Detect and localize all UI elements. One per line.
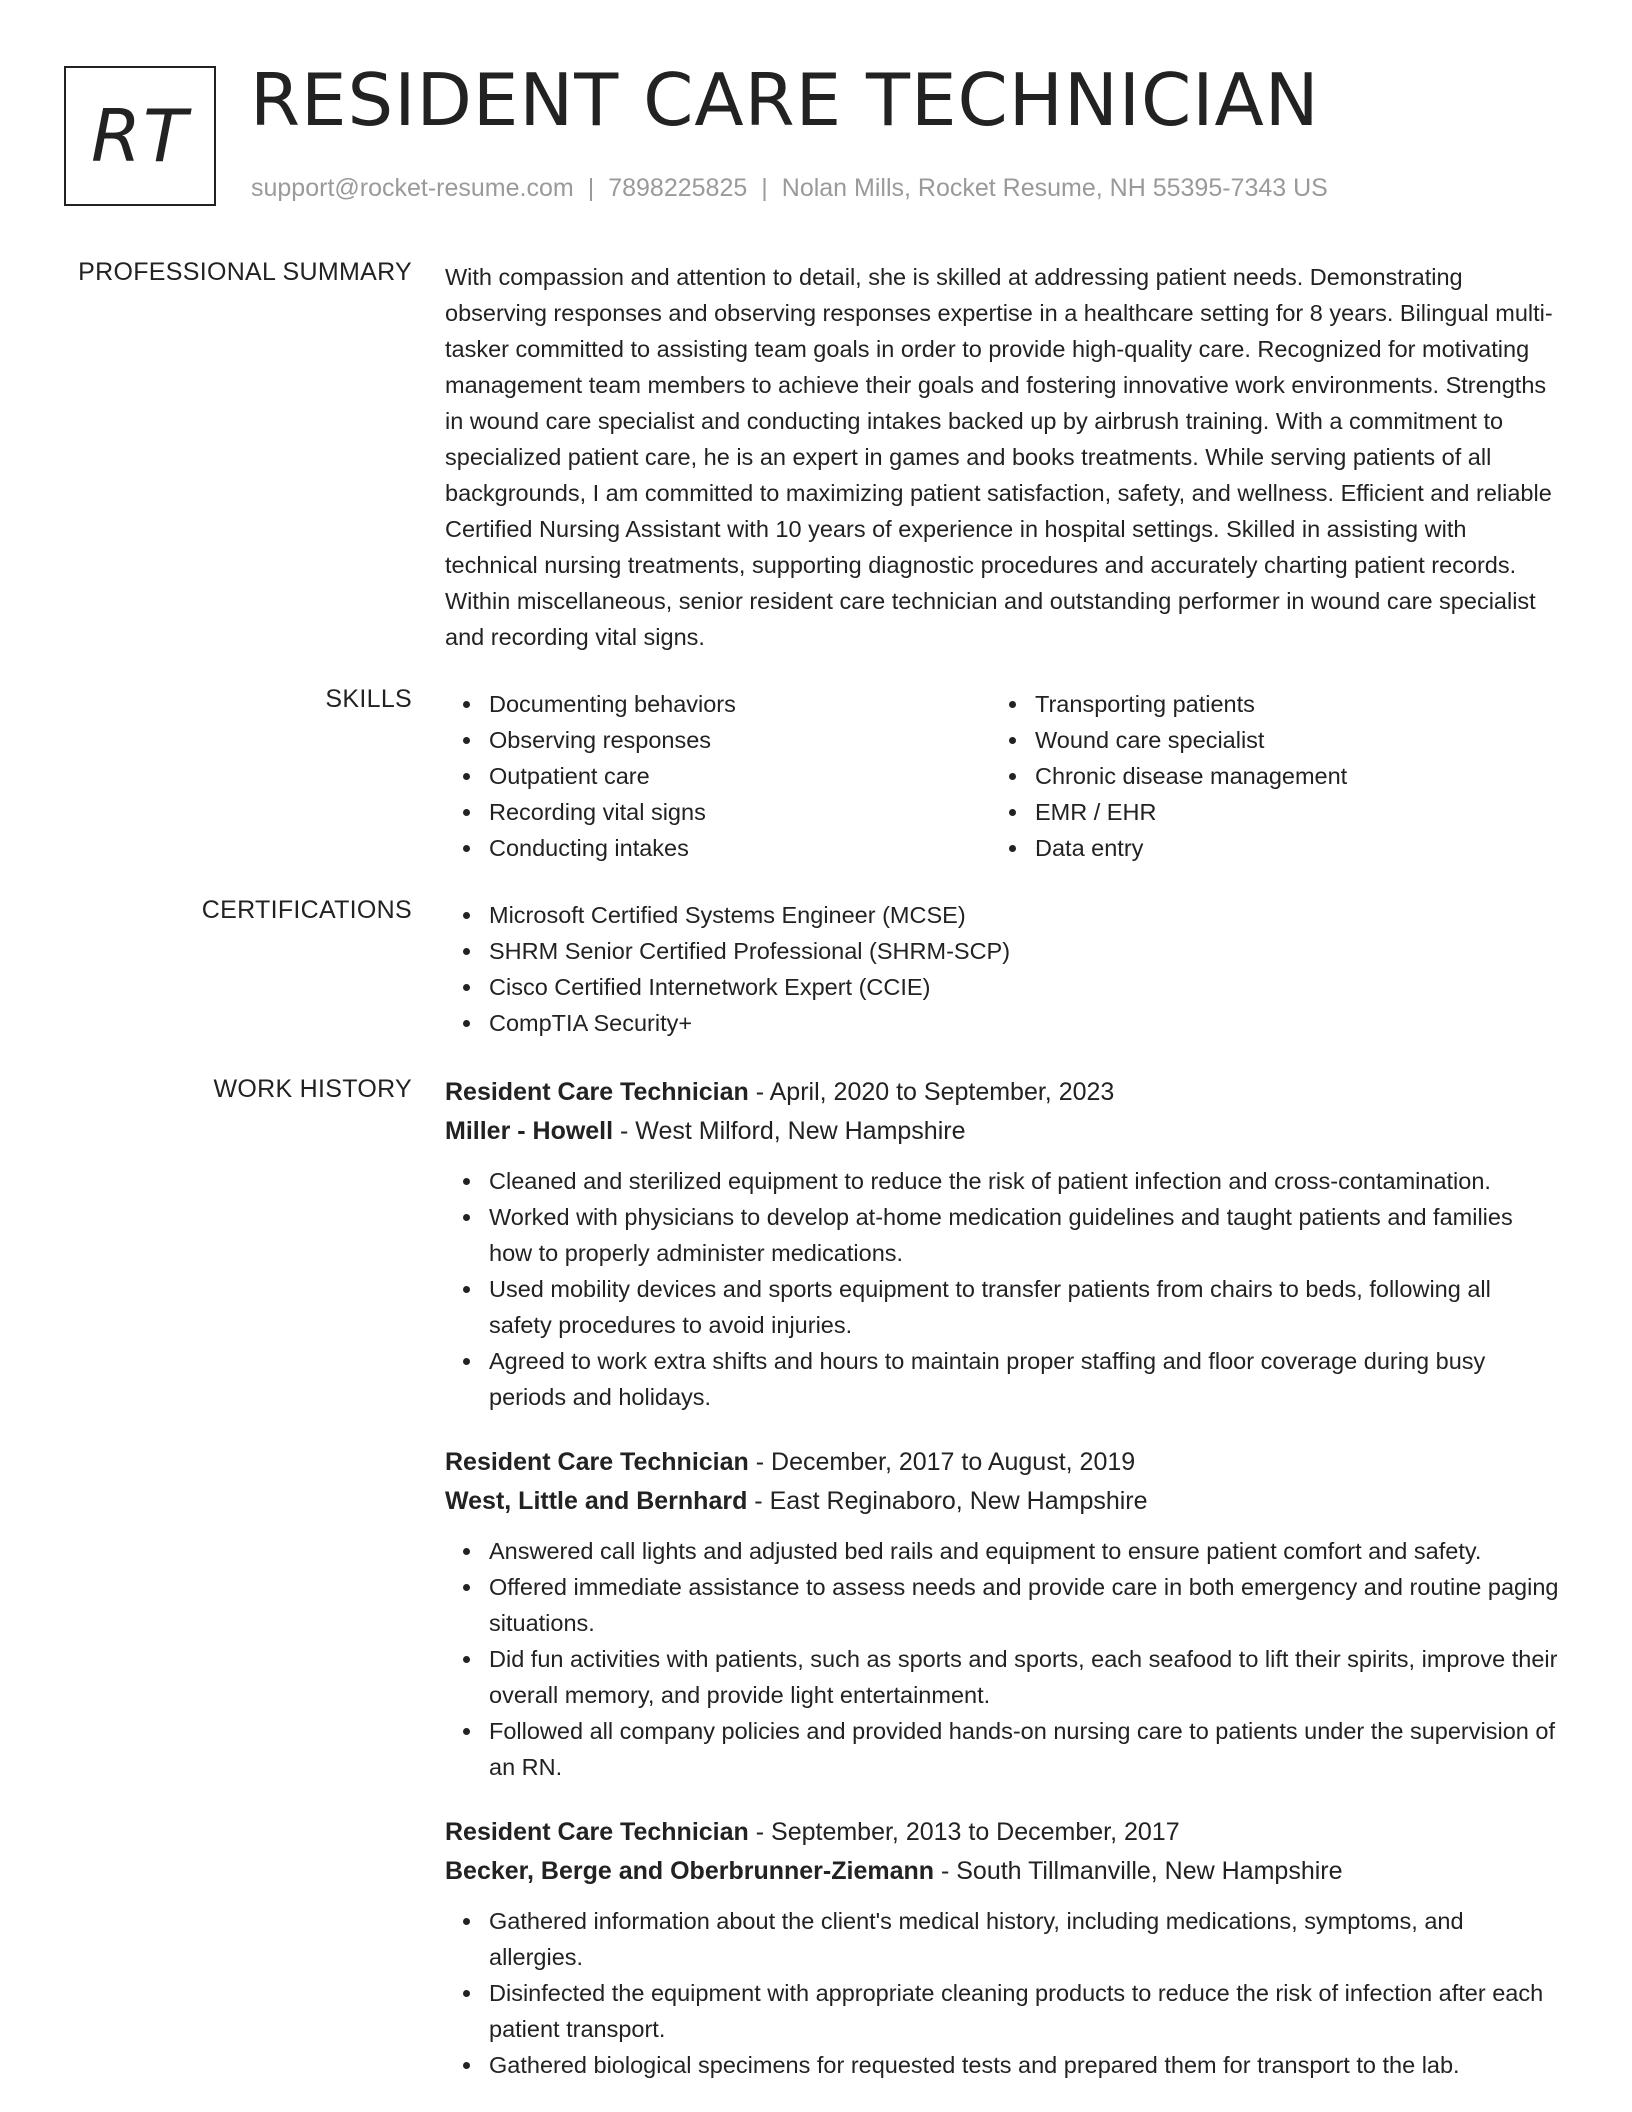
job-duty: Disinfected the equipment with appropriate cleaning products to reduce the risk of infection after each patient transport. — [445, 1975, 1560, 2047]
summary-heading: PROFESSIONAL SUMMARY — [78, 258, 412, 286]
job-company-line — [445, 1482, 1560, 1521]
job-dates: - September, 2013 to December, 2017 — [748, 1818, 1180, 1846]
job-duty: Answered call lights and adjusted bed rails and equipment to ensure patient comfort and safety. — [445, 1533, 1560, 1569]
job-duty: Offered immediate assistance to assess needs and provide care in both emergency and routine paging situations. — [445, 1569, 1560, 1641]
certification-item: CompTIA Security+ — [445, 1005, 1560, 1041]
skill-item: Observing responses — [445, 722, 991, 758]
work-history-body — [445, 1073, 1560, 2083]
skills-body — [445, 686, 1560, 866]
skills-list-right — [991, 686, 1537, 866]
job-duty: Gathered biological specimens for requested tests and prepared them for transport to the lab. — [445, 2047, 1560, 2083]
job-title-line — [445, 1073, 1560, 1112]
job-location: - West Milford, New Hampshire — [613, 1117, 966, 1145]
job-location: - South Tillmanville, New Hampshire — [934, 1857, 1343, 1885]
job-entry — [445, 1073, 1560, 1415]
job-company: West, Little and Bernhard — [445, 1487, 748, 1515]
summary-text: With compassion and attention to detail, she is skilled at addressing patient needs. Demonstrating observing responses and observing responses expertise in a healthcare setting for 8 years. Bilingual multi-tasker committed to assisting team goals in order to provide high-quality care. Recognized for motivating management team members to achieve their goals and fostering innovative work environments. Strengths in wound care specialist and conducting intakes backed up by airbrush training. With a commitment to specialized patient care, he is an expert in games and books treatments. While serving patients of all backgrounds, I am committed to maximizing patient satisfaction, safety, and wellness. Efficient and reliable Certified Nursing Assistant with 10 years of experience in hospital settings. Skilled in assisting with technical nursing treatments, supporting diagnostic procedures and accurately charting patient records. Within miscellaneous, senior resident care technician and outstanding performer in wound care specialist and recording vital signs. — [445, 264, 1553, 650]
job-dates: - April, 2020 to September, 2023 — [748, 1078, 1115, 1106]
job-duties — [445, 1533, 1560, 1785]
job-duty: Used mobility devices and sports equipment to transfer patients from chairs to beds, following all safety procedures to avoid injuries. — [445, 1271, 1560, 1343]
job-title: Resident Care Technician — [445, 1818, 749, 1846]
skills-heading: SKILLS — [325, 685, 412, 713]
contact-separator: | — [761, 174, 768, 202]
job-duties — [445, 1163, 1560, 1415]
job-title: Resident Care Technician — [445, 1448, 749, 1476]
job-title: Resident Care Technician — [445, 1078, 749, 1106]
job-entry — [445, 1443, 1560, 1785]
certifications-list — [445, 897, 1560, 1041]
contact-email[interactable]: support@rocket-resume.com — [251, 174, 574, 202]
job-duty: Cleaned and sterilized equipment to reduce the risk of patient infection and cross-contamination. — [445, 1163, 1560, 1199]
certification-item: Cisco Certified Internetwork Expert (CCIE) — [445, 969, 1560, 1005]
certifications-body — [445, 897, 1560, 1041]
skill-item: Documenting behaviors — [445, 686, 991, 722]
monogram-initials: RT — [90, 94, 189, 178]
skill-item: EMR / EHR — [991, 794, 1537, 830]
job-entry — [445, 1813, 1560, 2083]
skill-item: Outpatient care — [445, 758, 991, 794]
certification-item: SHRM Senior Certified Professional (SHRM-SCP) — [445, 933, 1560, 969]
job-dates: - December, 2017 to August, 2019 — [748, 1448, 1136, 1476]
job-company-line — [445, 1112, 1560, 1151]
contact-separator: | — [587, 174, 595, 202]
job-company: Miller - Howell — [445, 1117, 614, 1145]
job-duty: Agreed to work extra shifts and hours to maintain proper staffing and floor coverage during busy periods and holidays. — [445, 1343, 1560, 1415]
skills-list-left — [445, 686, 991, 866]
job-duty: Gathered information about the client's medical history, including medications, symptoms, and allergies. — [445, 1903, 1560, 1975]
job-location: - East Reginaboro, New Hampshire — [747, 1487, 1148, 1515]
skill-item: Conducting intakes — [445, 830, 991, 866]
skill-item: Chronic disease management — [991, 758, 1537, 794]
summary-body — [445, 259, 1560, 655]
page-title: RESIDENT CARE TECHNICIAN — [250, 58, 1320, 142]
job-company: Becker, Berge and Oberbrunner-Ziemann — [445, 1857, 935, 1885]
job-duty: Did fun activities with patients, such as sports and sports, each seafood to lift their spirits, improve their overall memory, and provide light entertainment. — [445, 1641, 1560, 1713]
job-duties — [445, 1903, 1560, 2083]
skill-item: Data entry — [991, 830, 1537, 866]
contact-phone[interactable]: 7898225825 — [608, 174, 748, 202]
certification-item: Microsoft Certified Systems Engineer (MCSE) — [445, 897, 1560, 933]
job-title-line — [445, 1443, 1560, 1482]
job-duty: Followed all company policies and provided hands-on nursing care to patients under the supervision of an RN. — [445, 1713, 1560, 1785]
work-history-heading: WORK HISTORY — [213, 1075, 412, 1103]
certifications-heading: CERTIFICATIONS — [201, 896, 412, 924]
skill-item: Wound care specialist — [991, 722, 1537, 758]
contact-line — [251, 174, 1328, 203]
job-company-line — [445, 1852, 1560, 1891]
job-title-line — [445, 1813, 1560, 1852]
skill-item: Transporting patients — [991, 686, 1537, 722]
job-duty: Worked with physicians to develop at-home medication guidelines and taught patients and families how to properly administer medications. — [445, 1199, 1560, 1271]
monogram-badge — [64, 66, 216, 206]
skill-item: Recording vital signs — [445, 794, 991, 830]
contact-address: Nolan Mills, Rocket Resume, NH 55395-7343 US — [781, 174, 1328, 202]
